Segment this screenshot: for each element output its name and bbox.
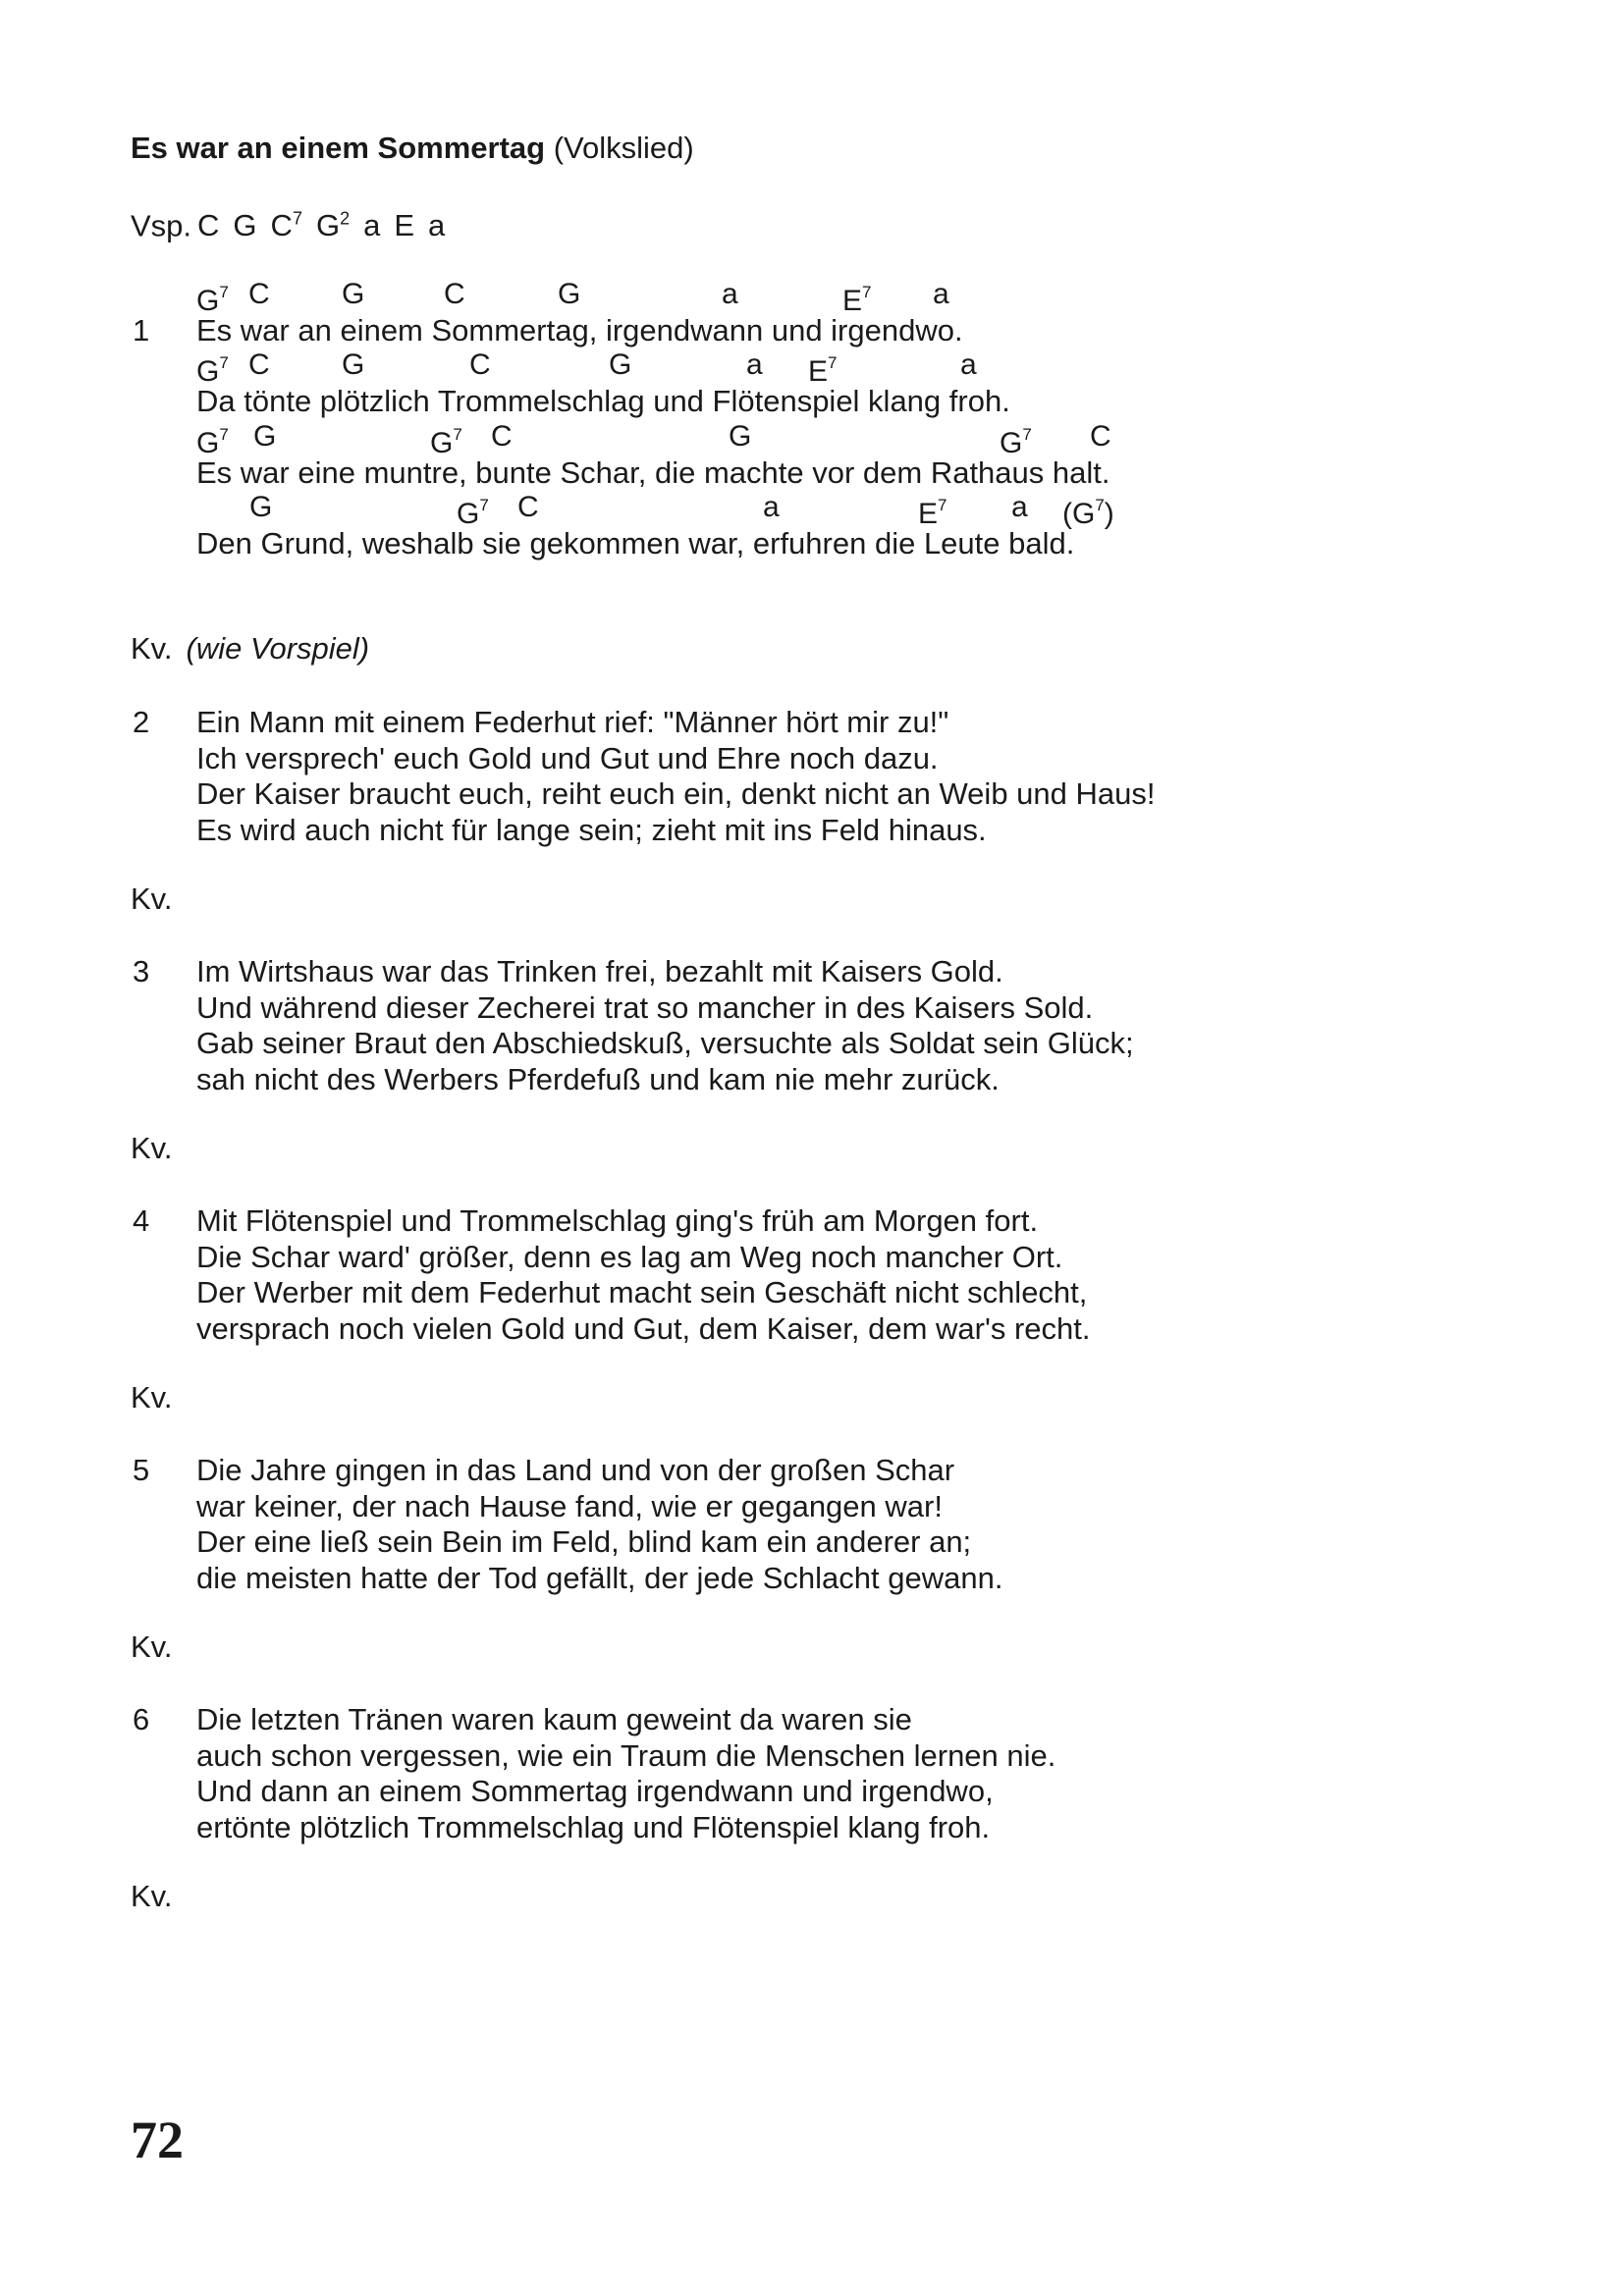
lyric-line: Ich versprech' euch Gold und Gut und Ehre noch dazu.	[196, 740, 939, 775]
chord: a	[1011, 491, 1028, 523]
lyric-line: sah nicht des Werbers Pferdefuß und kam nie mehr zurück.	[196, 1061, 1000, 1096]
chorus-marker: Kv.	[131, 1879, 173, 1913]
chord: G	[342, 278, 365, 310]
verse-number: 5	[133, 1453, 150, 1487]
lyric-line: Den Grund, weshalb sie gekommen war, erfuhren die Leute bald.	[196, 526, 1075, 561]
lyric-line: Ein Mann mit einem Federhut rief: "Männer hört mir zu!"	[196, 705, 949, 739]
chord: C	[248, 348, 270, 381]
lyric-line: Es war eine muntre, bunte Schar, die machte vor dem Rathaus halt.	[196, 455, 1110, 490]
song-title-main: Es war an einem Sommertag	[131, 131, 546, 165]
lyric-line: Die Schar ward' größer, denn es lag am Weg noch mancher Ort.	[196, 1239, 1063, 1274]
chorus-marker: Kv.	[131, 1380, 173, 1415]
prelude-chord: a	[363, 208, 381, 243]
lyric-line: Der Werber mit dem Federhut macht sein Geschäft nicht schlecht,	[196, 1275, 1088, 1309]
verse-number: 3	[133, 954, 150, 988]
chord: C	[444, 278, 465, 310]
chord: C	[1090, 420, 1111, 453]
lyric-line: Es wird auch nicht für lange sein; zieht mit ins Feld hinaus.	[196, 812, 987, 847]
prelude-chords	[191, 208, 445, 242]
prelude-chord: E	[394, 208, 415, 243]
prelude-chord: C	[197, 208, 220, 243]
lyric-line: Gab seiner Braut den Abschiedskuß, versuchte als Soldat sein Glück;	[196, 1026, 1134, 1060]
chord: a	[960, 348, 977, 381]
lyric-line: Und dann an einem Sommertag irgendwann und irgendwo,	[196, 1774, 994, 1808]
chord: G	[342, 348, 365, 381]
chorus-label: Kv.	[131, 631, 173, 666]
chord: C	[491, 420, 513, 453]
chord: $E^7$	[918, 496, 947, 530]
verse-number: 1	[133, 313, 150, 347]
lyric-line: versprach noch vielen Gold und Gut, dem Kaiser, dem war's recht.	[196, 1310, 1091, 1346]
chord: G	[729, 420, 752, 453]
chord: $G^7$	[457, 496, 489, 530]
chorus-marker: Kv.	[131, 1131, 173, 1165]
lyric-line: Der Kaiser braucht euch, reiht euch ein, denkt nicht an Weib und Haus!	[196, 776, 1156, 811]
lyric-line: ertönte plötzlich Trommelschlag und Flötenspiel klang froh.	[196, 1809, 991, 1844]
chord: G	[609, 348, 632, 381]
verse-number: 4	[133, 1203, 150, 1238]
page-number: 72	[131, 2110, 184, 2169]
chord: a	[763, 491, 780, 523]
chorus-note: (wie Vorspiel)	[186, 631, 370, 666]
lyric-line: Die letzten Tränen waren kaum geweint da waren sie	[196, 1702, 912, 1736]
lyric-line: war keiner, der nach Hause fand, wie er gegangen war!	[196, 1488, 943, 1523]
chorus-marker: Kv.	[131, 881, 173, 916]
chord: C	[469, 348, 491, 381]
lyric-line: die meisten hatte der Tod gefällt, der jede Schlacht gewann.	[196, 1560, 1003, 1595]
chord: a	[933, 278, 949, 310]
chord: $E^7$	[842, 283, 872, 317]
chord: a	[746, 348, 763, 381]
chord: C	[517, 491, 539, 523]
chord: a	[722, 278, 738, 310]
chord: $G^7$	[430, 425, 462, 459]
prelude-chord: G	[233, 208, 257, 243]
lyric-line: Die Jahre gingen in das Land und von der großen Schar	[196, 1453, 955, 1487]
chord: $(G^7)$	[1062, 496, 1114, 530]
chord: G	[558, 278, 581, 310]
chorus-marker-first	[131, 631, 369, 667]
chord: $G^7$	[1000, 425, 1032, 459]
lyric-line: Der eine ließ sein Bein im Feld, blind kam ein anderer an;	[196, 1524, 972, 1559]
song-title-subtitle: (Volkslied)	[553, 131, 694, 165]
prelude-chord: $C^7$	[270, 208, 302, 243]
verse-number: 2	[133, 705, 150, 739]
chord: G	[249, 491, 273, 523]
lyric-line: Und während dieser Zecherei trat so mancher in des Kaisers Sold.	[196, 989, 1094, 1025]
chorus-marker: Kv.	[131, 1629, 173, 1664]
lyric-line: Mit Flötenspiel und Trommelschlag ging's früh am Morgen fort.	[196, 1203, 1039, 1238]
lyric-line: Es war an einem Sommertag, irgendwann und irgendwo.	[196, 313, 963, 347]
chord: C	[248, 278, 270, 310]
prelude-chord: $G^2$	[315, 208, 351, 243]
song-title	[131, 131, 694, 166]
prelude-line	[131, 201, 445, 243]
prelude-chord: a	[428, 208, 446, 243]
chord: $G^7$	[196, 283, 229, 317]
verse-number: 6	[133, 1702, 150, 1736]
chord: $G^7$	[196, 353, 229, 388]
chord: $E^7$	[808, 353, 838, 388]
lyric-line: auch schon vergessen, wie ein Traum die Menschen lernen nie.	[196, 1737, 1056, 1773]
prelude-label: Vsp.	[131, 208, 192, 243]
chord: G	[253, 420, 277, 453]
chord: $G^7$	[196, 425, 229, 459]
lyric-line: Im Wirtshaus war das Trinken frei, bezahlt mit Kaisers Gold.	[196, 954, 1003, 988]
lyric-line: Da tönte plötzlich Trommelschlag und Flötenspiel klang froh.	[196, 384, 1010, 418]
